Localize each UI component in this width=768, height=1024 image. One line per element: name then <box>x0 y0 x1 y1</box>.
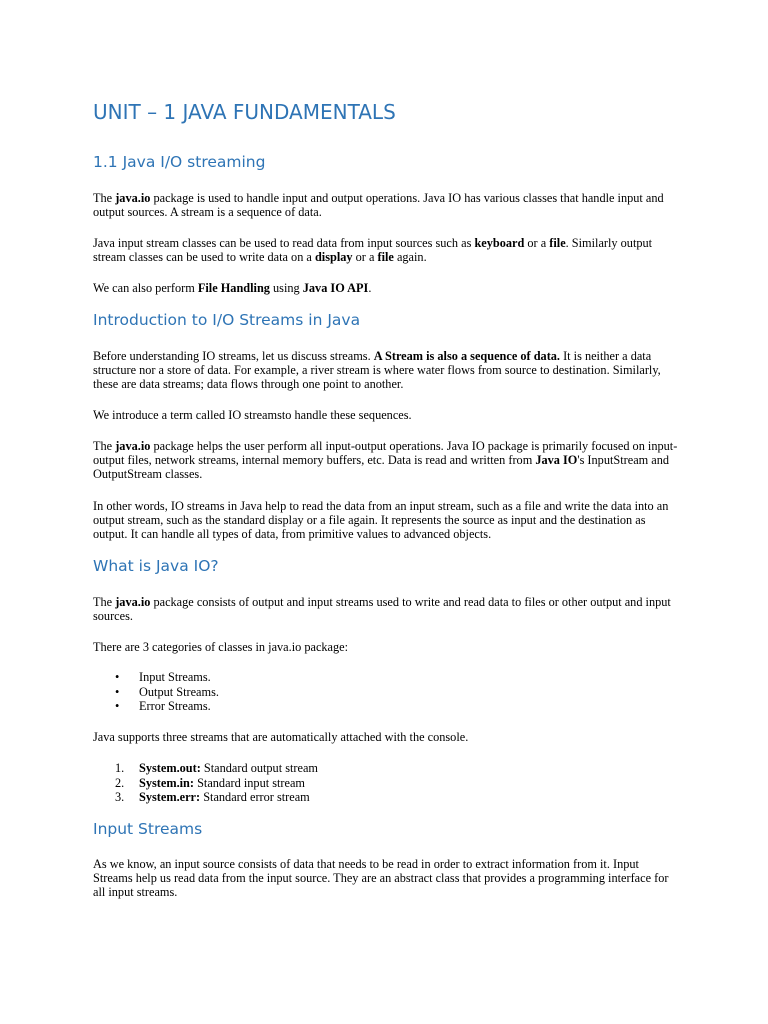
paragraph: The java.io package helps the user perform all input-output operations. Java IO package is primarily focused on input-output files, network streams, internal memory buffers, etc. Data is read and written from Java IO's InputStream and OutputStream classes. <box>93 439 678 482</box>
paragraph: The java.io package consists of output and input streams used to write and read data to files or other output and input sources. <box>93 595 671 624</box>
section-heading-input-streams: Input Streams <box>93 820 203 838</box>
paragraph: There are 3 categories of classes in java.io package: <box>93 640 349 654</box>
paragraph: We introduce a term called IO streamsto handle these sequences. <box>93 408 412 422</box>
paragraph: The java.io package is used to handle input and output operations. Java IO has various classes that handle input and output sources. A stream is a sequence of data. <box>93 191 664 220</box>
paragraph: As we know, an input source consists of data that needs to be read in order to extract information from it. Input Streams help us read data from the input source. They are an abstract class that provides a programming interface for all input streams. <box>93 857 669 900</box>
list-item: • Error Streams. <box>93 699 219 714</box>
paragraph: Before understanding IO streams, let us discuss streams. A Stream is also a sequence of data. It is neither a data structure nor a store of data. For example, a river stream is where water flows from source to destination. Similarly, these are data streams; data flows through one point to another. <box>93 349 661 392</box>
list-item: • Output Streams. <box>93 685 219 700</box>
list-item: 1. System.out: Standard output stream <box>115 761 318 775</box>
console-streams-list <box>93 761 318 805</box>
paragraph: Java input stream classes can be used to read data from input sources such as keyboard or a file. Similarly output stream classes can be used to write data on a display or a file again. <box>93 236 653 265</box>
list-item: 3. System.err: Standard error stream <box>115 790 310 805</box>
paragraph: In other words, IO streams in Java help to read the data from an input stream, such as a file and write the data into an output stream, such as the standard display or a file again. It represents the source as input and the destination as output. It can handle all types of data, from primitive values to advanced objects. <box>93 499 669 542</box>
section-heading-java-io-streaming: 1.1 Java I/O streaming <box>93 153 266 171</box>
list-item: • Input Streams. <box>93 670 219 685</box>
paragraph: Java supports three streams that are automatically attached with the console. <box>93 730 469 744</box>
section-heading-intro-io-streams: Introduction to I/O Streams in Java <box>93 311 361 329</box>
list-item: 2. System.in: Standard input stream <box>115 775 305 790</box>
page-title: UNIT – 1 JAVA FUNDAMENTALS <box>93 100 396 124</box>
paragraph: We can also perform File Handling using Java IO API. <box>93 281 372 295</box>
section-heading-what-is-java-io: What is Java IO? <box>93 557 219 575</box>
stream-categories-list <box>93 670 219 714</box>
